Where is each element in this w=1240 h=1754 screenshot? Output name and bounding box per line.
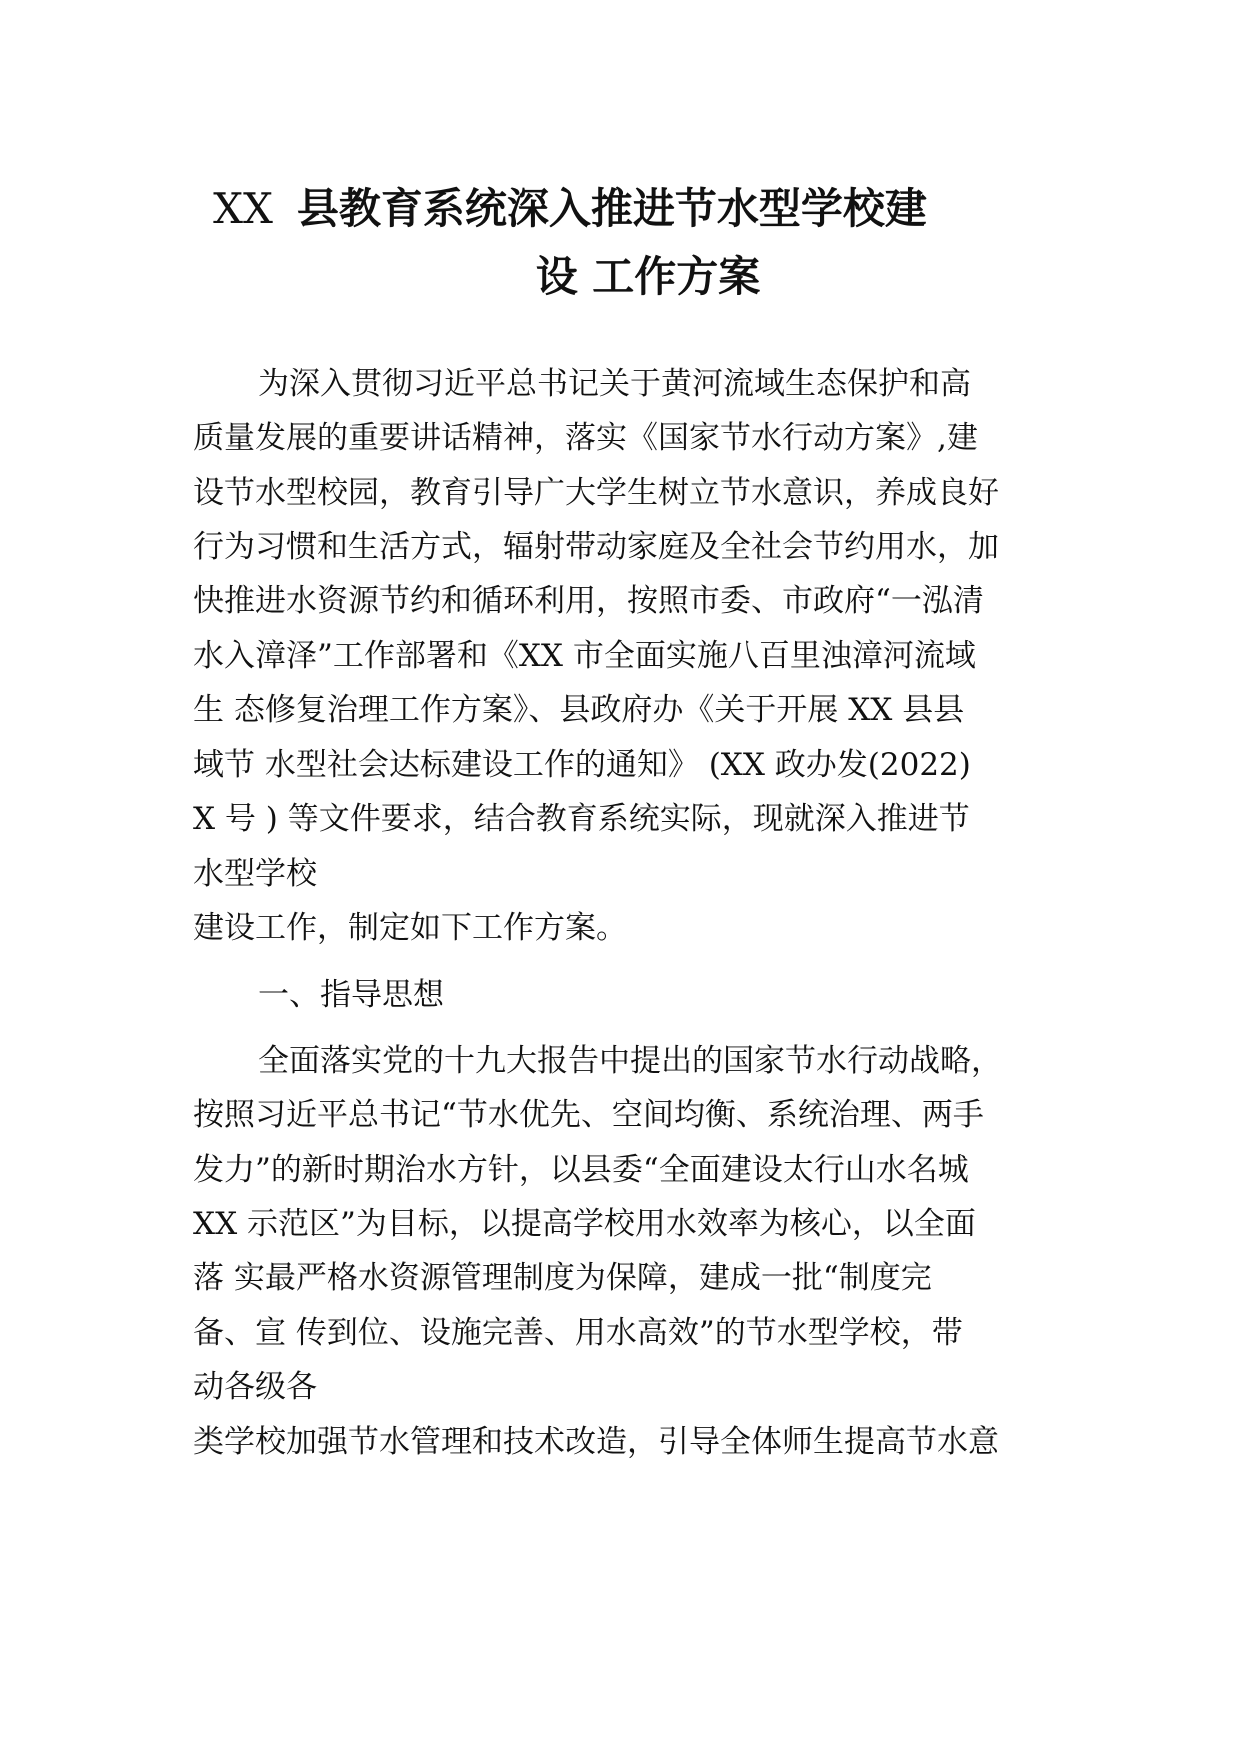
paragraph-line: 快推进水资源节约和循环利用，按照市委、市政府“一泓清 [193, 583, 984, 619]
paragraph-line: 建设工作，制定如下工作方案。 [193, 910, 627, 946]
paragraph-line: 发力”的新时期治水方针，以县委“全面建设太行山水名城 [193, 1152, 969, 1188]
paragraph-line: 为深入贯彻习近平总书记关于黄河流域生态保护和高 [258, 366, 971, 402]
section-heading: 一、指导思想 [258, 977, 444, 1013]
document-title-line-2: 设 工作方案 [535, 252, 761, 301]
paragraph-line: 质量发展的重要讲话精神，落实《国家节水行动方案》,建 [193, 420, 978, 456]
paragraph-line: 类学校加强节水管理和技术改造，引导全体师生提高节水意 [193, 1424, 999, 1460]
paragraph-line: 水型学校 [193, 856, 317, 892]
paragraph-line: 备、宣 传到位、设施完善、用水高效”的节水型学校，带 [193, 1315, 963, 1351]
title-text: 县教育系统深入推进节水型学校建 [296, 184, 927, 233]
paragraph-line: 按照习近平总书记“节水优先、空间均衡、系统治理、两手 [193, 1097, 984, 1133]
paragraph-line: 域节 水型社会达标建设工作的通知》 (XX 政办发(2022) [193, 747, 971, 783]
title-prefix: XX [213, 184, 273, 233]
paragraph-line: 全面落实党的十九大报告中提出的国家节水行动战略， [258, 1043, 1002, 1079]
paragraph-line: X 号 ) 等文件要求，结合教育系统实际，现就深入推进节 [193, 801, 970, 837]
paragraph-line: 行为习惯和生活方式，辐射带动家庭及全社会节约用水，加 [193, 529, 999, 565]
paragraph-line: XX 示范区”为目标，以提高学校用水效率为核心，以全面 [193, 1206, 976, 1242]
paragraph-line: 动各级各 [193, 1369, 317, 1405]
paragraph-line: 设节水型校园，教育引导广大学生树立节水意识，养成良好 [193, 475, 999, 511]
paragraph-line: 水入漳泽”工作部署和《XX 市全面实施八百里浊漳河流域 [193, 638, 976, 674]
paragraph-line: 生 态修复治理工作方案》、县政府办《关于开展 XX 县县 [193, 692, 965, 728]
document-title-line-1 [0, 180, 1190, 238]
paragraph-line: 落 实最严格水资源管理制度为保障，建成一批“制度完 [193, 1260, 932, 1296]
